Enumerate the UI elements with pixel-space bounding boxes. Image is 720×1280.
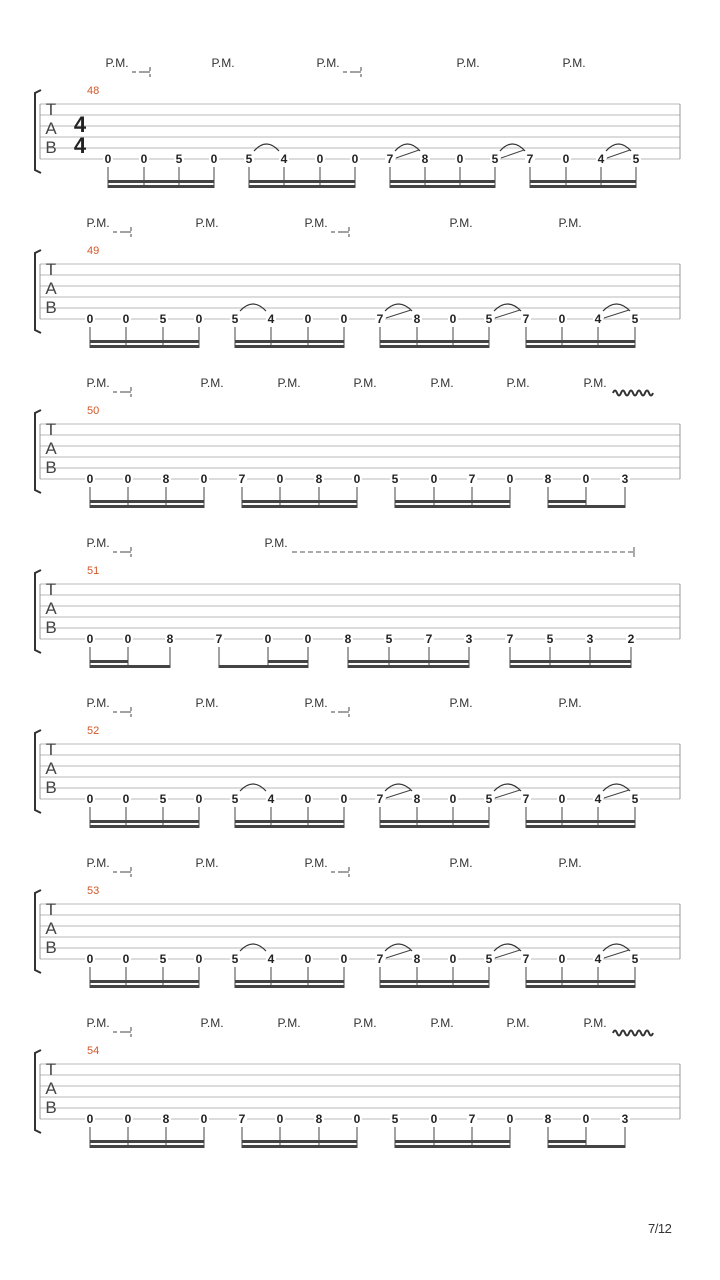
- note-beam: [548, 500, 586, 503]
- fret-number: 0: [276, 472, 284, 486]
- tab-clef-letter: B: [45, 778, 57, 797]
- slide-line: [607, 150, 630, 158]
- palm-mute-label: P.M.: [449, 216, 473, 230]
- fret-number: 0: [86, 312, 94, 326]
- palm-mute-extension: [113, 227, 131, 237]
- tab-clef-letter: B: [45, 1098, 57, 1117]
- note-beam: [526, 985, 635, 988]
- fret-number: 0: [304, 632, 312, 646]
- fret-number: 0: [353, 1112, 361, 1126]
- fret-number: 3: [621, 472, 629, 486]
- tab-clef-letter: A: [45, 439, 57, 458]
- palm-mute-label: P.M.: [316, 56, 340, 70]
- tab-clef-letter: A: [45, 1079, 57, 1098]
- fret-number: 5: [385, 632, 393, 646]
- palm-mute-label: P.M.: [558, 216, 582, 230]
- fret-number: 0: [122, 792, 130, 806]
- note-beam: [380, 340, 489, 343]
- fret-number: 0: [86, 472, 94, 486]
- palm-mute-label: P.M.: [304, 216, 328, 230]
- note-beam: [380, 980, 489, 983]
- fret-number: 8: [162, 1112, 170, 1126]
- vibrato-mark: [613, 1031, 653, 1036]
- palm-mute-extension: [331, 867, 349, 877]
- tab-clef-letter: A: [45, 759, 57, 778]
- fret-number: 7: [522, 792, 530, 806]
- fret-number: 7: [215, 632, 223, 646]
- fret-number: 0: [340, 312, 348, 326]
- slide-line: [501, 150, 524, 158]
- tab-system-48: [35, 56, 680, 188]
- note-beam: [242, 500, 357, 503]
- tab-system-49: [35, 216, 680, 348]
- note-beam: [242, 1140, 357, 1143]
- fret-number: 0: [124, 472, 132, 486]
- fret-number: 0: [104, 152, 112, 166]
- note-beam: [90, 345, 199, 348]
- note-beam: [108, 185, 214, 188]
- fret-number: 4: [594, 312, 602, 326]
- fret-number: 0: [449, 792, 457, 806]
- tab-clef-letter: T: [45, 580, 57, 599]
- fret-number: 0: [558, 312, 566, 326]
- fret-number: 0: [304, 792, 312, 806]
- tab-system-53: [35, 856, 680, 988]
- fret-number: 5: [175, 152, 183, 166]
- note-beam: [530, 185, 636, 188]
- palm-mute-label: P.M.: [558, 856, 582, 870]
- fret-number: 4: [594, 792, 602, 806]
- palm-mute-extension: [331, 707, 349, 717]
- tab-clef-letter: T: [45, 260, 57, 279]
- note-beam: [380, 825, 489, 828]
- note-beam: [90, 985, 199, 988]
- slide-line: [396, 150, 419, 158]
- fret-number: 5: [245, 152, 253, 166]
- note-beam: [242, 505, 357, 508]
- fret-number: 7: [468, 1112, 476, 1126]
- fret-number: 8: [315, 1112, 323, 1126]
- palm-mute-label: P.M.: [211, 56, 235, 70]
- fret-number: 7: [468, 472, 476, 486]
- palm-mute-label: P.M.: [353, 1016, 377, 1030]
- slide-line: [386, 790, 411, 798]
- slide-line: [604, 310, 629, 318]
- palm-mute-label: P.M.: [264, 536, 288, 550]
- note-beam: [390, 185, 495, 188]
- fret-number: 8: [413, 312, 421, 326]
- tab-clef-letter: B: [45, 298, 57, 317]
- fret-number: 3: [586, 632, 594, 646]
- note-beam: [235, 825, 344, 828]
- fret-number: 0: [430, 1112, 438, 1126]
- note-beam: [90, 660, 128, 663]
- note-beam: [235, 820, 344, 823]
- tab-clef-letter: A: [45, 919, 57, 938]
- note-beam: [390, 180, 495, 183]
- tab-clef-letter: T: [45, 1060, 57, 1079]
- note-beam: [108, 180, 214, 183]
- note-beam: [128, 665, 170, 668]
- fret-number: 7: [376, 792, 384, 806]
- palm-mute-label: P.M.: [277, 1016, 301, 1030]
- fret-number: 5: [485, 312, 493, 326]
- palm-mute-extension: [132, 67, 150, 77]
- note-beam: [395, 1140, 510, 1143]
- fret-number: 5: [231, 792, 239, 806]
- palm-mute-label: P.M.: [195, 696, 219, 710]
- fret-number: 4: [267, 312, 275, 326]
- fret-number: 2: [627, 632, 635, 646]
- fret-number: 0: [506, 1112, 514, 1126]
- palm-mute-label: P.M.: [195, 856, 219, 870]
- slide-line: [495, 950, 520, 958]
- note-beam: [249, 180, 355, 183]
- fret-number: 0: [351, 152, 359, 166]
- fret-number: 5: [159, 312, 167, 326]
- note-beam: [348, 660, 469, 663]
- fret-number: 0: [200, 472, 208, 486]
- note-beam: [90, 980, 199, 983]
- fret-number: 4: [597, 152, 605, 166]
- fret-number: 0: [122, 312, 130, 326]
- palm-mute-extension: [331, 227, 349, 237]
- palm-mute-label: P.M.: [86, 1016, 110, 1030]
- note-beam: [90, 820, 199, 823]
- fret-number: 5: [391, 472, 399, 486]
- fret-number: 8: [413, 952, 421, 966]
- tab-clef-letter: A: [45, 599, 57, 618]
- measure-number: 53: [87, 885, 100, 897]
- fret-number: 0: [276, 1112, 284, 1126]
- fret-number: 0: [562, 152, 570, 166]
- fret-number: 7: [526, 152, 534, 166]
- palm-mute-label: P.M.: [200, 376, 224, 390]
- palm-mute-label: P.M.: [86, 696, 110, 710]
- fret-number: 5: [632, 152, 640, 166]
- fret-number: 5: [485, 952, 493, 966]
- fret-number: 5: [631, 792, 639, 806]
- tab-system-54: [35, 1016, 680, 1148]
- palm-mute-label: P.M.: [583, 376, 607, 390]
- note-beam: [268, 660, 308, 663]
- fret-number: 0: [140, 152, 148, 166]
- fret-number: 7: [522, 312, 530, 326]
- note-beam: [219, 665, 268, 668]
- measure-number: 54: [87, 1045, 100, 1057]
- note-beam: [90, 1140, 204, 1143]
- slide-line: [604, 950, 629, 958]
- fret-number: 0: [86, 792, 94, 806]
- note-beam: [249, 185, 355, 188]
- tab-clef-letter: B: [45, 458, 57, 477]
- palm-mute-extension: [113, 867, 131, 877]
- measure-number: 51: [87, 565, 100, 577]
- fret-number: 7: [386, 152, 394, 166]
- fret-number: 4: [280, 152, 288, 166]
- note-beam: [586, 1145, 625, 1148]
- note-beam: [395, 500, 510, 503]
- tab-clef-letter: T: [45, 740, 57, 759]
- fret-number: 7: [425, 632, 433, 646]
- fret-number: 0: [86, 1112, 94, 1126]
- note-beam: [235, 340, 344, 343]
- fret-number: 7: [238, 472, 246, 486]
- slide-line: [386, 950, 411, 958]
- time-signature-top: 4: [73, 112, 87, 137]
- fret-number: 7: [506, 632, 514, 646]
- fret-number: 7: [376, 952, 384, 966]
- palm-mute-label: P.M.: [430, 1016, 454, 1030]
- fret-number: 8: [315, 472, 323, 486]
- tab-clef-letter: A: [45, 119, 57, 138]
- palm-mute-label: P.M.: [558, 696, 582, 710]
- palm-mute-label: P.M.: [449, 856, 473, 870]
- slide-line: [386, 310, 411, 318]
- vibrato-mark: [613, 391, 653, 396]
- palm-mute-label: P.M.: [304, 696, 328, 710]
- palm-mute-label: P.M.: [277, 376, 301, 390]
- fret-number: 7: [238, 1112, 246, 1126]
- note-beam: [242, 1145, 357, 1148]
- note-beam: [548, 505, 586, 508]
- measure-number: 48: [87, 85, 100, 97]
- fret-number: 7: [522, 952, 530, 966]
- fret-number: 5: [631, 952, 639, 966]
- palm-mute-label: P.M.: [304, 856, 328, 870]
- note-beam: [510, 665, 631, 668]
- time-signature-bottom: 4: [73, 133, 87, 158]
- fret-number: 0: [316, 152, 324, 166]
- note-beam: [526, 820, 635, 823]
- note-beam: [235, 985, 344, 988]
- note-beam: [526, 980, 635, 983]
- measure-number: 49: [87, 245, 100, 257]
- fret-number: 5: [391, 1112, 399, 1126]
- slide-line: [495, 790, 520, 798]
- fret-number: 0: [122, 952, 130, 966]
- fret-number: 0: [86, 632, 94, 646]
- fret-number: 4: [267, 792, 275, 806]
- fret-number: 0: [449, 312, 457, 326]
- fret-number: 0: [210, 152, 218, 166]
- tab-clef-letter: T: [45, 100, 57, 119]
- note-beam: [90, 825, 199, 828]
- note-beam: [348, 665, 469, 668]
- palm-mute-label: P.M.: [506, 1016, 530, 1030]
- fret-number: 8: [344, 632, 352, 646]
- fret-number: 8: [544, 472, 552, 486]
- tab-clef-letter: T: [45, 900, 57, 919]
- fret-number: 0: [264, 632, 272, 646]
- palm-mute-extension: [113, 1027, 131, 1037]
- note-beam: [395, 505, 510, 508]
- note-beam: [380, 820, 489, 823]
- note-beam: [90, 500, 204, 503]
- palm-mute-label: P.M.: [430, 376, 454, 390]
- tab-clef-letter: A: [45, 279, 57, 298]
- fret-number: 0: [124, 1112, 132, 1126]
- tab-clef-letter: B: [45, 938, 57, 957]
- fret-number: 8: [421, 152, 429, 166]
- palm-mute-label: P.M.: [86, 856, 110, 870]
- fret-number: 0: [200, 1112, 208, 1126]
- palm-mute-label: P.M.: [353, 376, 377, 390]
- fret-number: 5: [546, 632, 554, 646]
- fret-number: 5: [485, 792, 493, 806]
- fret-number: 0: [582, 472, 590, 486]
- page-number: 7/12: [648, 1221, 672, 1236]
- fret-number: 0: [86, 952, 94, 966]
- note-beam: [90, 1145, 204, 1148]
- note-beam: [526, 345, 635, 348]
- measure-number: 50: [87, 405, 100, 417]
- fret-number: 4: [594, 952, 602, 966]
- note-beam: [530, 180, 636, 183]
- fret-number: 5: [231, 312, 239, 326]
- tab-system-51: [35, 536, 680, 668]
- note-beam: [268, 665, 308, 668]
- note-beam: [90, 340, 199, 343]
- slide-line: [604, 790, 629, 798]
- palm-mute-label: P.M.: [506, 376, 530, 390]
- note-beam: [235, 980, 344, 983]
- fret-number: 0: [195, 312, 203, 326]
- palm-mute-label: P.M.: [200, 1016, 224, 1030]
- note-beam: [510, 660, 631, 663]
- fret-number: 8: [166, 632, 174, 646]
- slide-line: [495, 310, 520, 318]
- fret-number: 7: [376, 312, 384, 326]
- palm-mute-label: P.M.: [583, 1016, 607, 1030]
- note-beam: [586, 505, 625, 508]
- note-beam: [548, 1145, 586, 1148]
- note-beam: [380, 345, 489, 348]
- palm-mute-label: P.M.: [456, 56, 480, 70]
- note-beam: [90, 505, 204, 508]
- palm-mute-label: P.M.: [562, 56, 586, 70]
- palm-mute-label: P.M.: [86, 216, 110, 230]
- fret-number: 0: [124, 632, 132, 646]
- tab-system-50: [35, 376, 680, 508]
- tab-clef-letter: T: [45, 420, 57, 439]
- note-beam: [235, 345, 344, 348]
- fret-number: 0: [582, 1112, 590, 1126]
- fret-number: 0: [304, 952, 312, 966]
- fret-number: 0: [340, 952, 348, 966]
- fret-number: 0: [195, 792, 203, 806]
- fret-number: 3: [621, 1112, 629, 1126]
- fret-number: 5: [159, 952, 167, 966]
- fret-number: 0: [558, 792, 566, 806]
- fret-number: 0: [195, 952, 203, 966]
- palm-mute-label: P.M.: [86, 376, 110, 390]
- fret-number: 5: [631, 312, 639, 326]
- note-beam: [395, 1145, 510, 1148]
- palm-mute-label: P.M.: [195, 216, 219, 230]
- fret-number: 3: [465, 632, 473, 646]
- tab-clef-letter: B: [45, 618, 57, 637]
- fret-number: 8: [544, 1112, 552, 1126]
- fret-number: 0: [449, 952, 457, 966]
- tab-system-52: [35, 696, 680, 828]
- palm-mute-label: P.M.: [105, 56, 129, 70]
- palm-mute-extension: [343, 67, 361, 77]
- palm-mute-extension: [113, 707, 131, 717]
- fret-number: 0: [456, 152, 464, 166]
- fret-number: 0: [506, 472, 514, 486]
- fret-number: 0: [340, 792, 348, 806]
- note-beam: [90, 665, 128, 668]
- palm-mute-label: P.M.: [86, 536, 110, 550]
- palm-mute-label: P.M.: [449, 696, 473, 710]
- note-beam: [380, 985, 489, 988]
- fret-number: 8: [413, 792, 421, 806]
- note-beam: [526, 340, 635, 343]
- fret-number: 0: [353, 472, 361, 486]
- note-beam: [548, 1140, 586, 1143]
- tab-clef-letter: B: [45, 138, 57, 157]
- fret-number: 0: [304, 312, 312, 326]
- fret-number: 5: [231, 952, 239, 966]
- measure-number: 52: [87, 725, 100, 737]
- fret-number: 8: [162, 472, 170, 486]
- fret-number: 0: [430, 472, 438, 486]
- palm-mute-extension: [113, 547, 131, 557]
- note-beam: [526, 825, 635, 828]
- fret-number: 0: [558, 952, 566, 966]
- fret-number: 5: [159, 792, 167, 806]
- fret-number: 4: [267, 952, 275, 966]
- palm-mute-extension: [113, 387, 131, 397]
- fret-number: 5: [491, 152, 499, 166]
